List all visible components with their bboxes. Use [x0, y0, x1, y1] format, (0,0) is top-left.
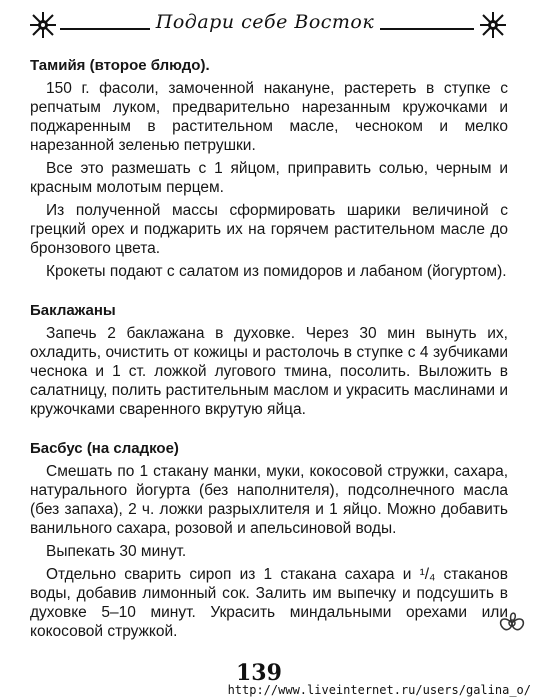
page-number: 139 [236, 660, 282, 686]
header-rule-right [380, 28, 474, 30]
recipe-paragraph: Выпекать 30 минут. [46, 543, 187, 560]
page-content [30, 56, 508, 641]
recipe-paragraph: Из полученной массы сформировать шарики величиной с грецкий орех и поджарить их на горячем растительном масле до бронзового цвета. [30, 202, 508, 257]
header-title: Подари себе Восток [155, 11, 375, 33]
page-header [0, 0, 535, 48]
recipe-paragraph: Смешать по 1 стакану манки, муки, кокосовой стружки, сахара, натурального йогурта (без наполнителя), подсолнечного масла (без запаха), 2 ч. ложки разрыхлителя и 1 яйцо. Можно добавить ванильного сахара, розовой и апельсиновой воды. [30, 463, 508, 537]
recipe-paragraph: Крокеты подают с салатом из помидоров и лабаном (йогуртом). [46, 263, 507, 280]
snowflake-ornament-icon [28, 10, 58, 40]
recipe-baklazhany [30, 301, 508, 419]
recipe-paragraph: Запечь 2 баклажана в духовке. Через 30 мин вынуть их, охладить, очистить от кожицы и растолочь в ступке с 4 зубчиками чеснока и 1 ст. ложкой лугового тмина, посолить. Выложить в салатницу, полить растительным маслом и украсить маслинами и кружочками сваренного вкрутую яйца. [30, 325, 508, 418]
website-url[interactable]: http://www.liveinternet.ru/users/galina_o/ [227, 683, 531, 697]
snowflake-ornament-icon [478, 10, 508, 40]
header-rule-left [60, 28, 150, 30]
flower-ornament-icon [493, 604, 531, 642]
recipe-title: Тамийя (второе блюдо). [30, 57, 210, 74]
recipe-paragraph: Все это размешать с 1 яйцом, приправить солью, черным и красным молотым перцем. [30, 160, 508, 196]
recipe-tamiya [30, 56, 508, 281]
recipe-title: Баклажаны [30, 302, 116, 319]
recipe-basbus [30, 439, 508, 641]
recipe-title: Басбус (на сладкое) [30, 440, 179, 457]
recipe-paragraph: 150 г. фасоли, замоченной накануне, растереть в ступке с репчатым луком, предварительно нарезанным кружочками и поджаренным в растительном масле, чесноком и мелко нарезанной зеленью петрушки. [30, 80, 508, 154]
recipe-paragraph: Отдельно сварить сироп из 1 стакана сахара и ¹/₄ стаканов воды, добавив лимонный сок. Залить им выпечку и подсушить в духовке 5–10 минут. Украсить миндальными орехами или кокосовой стружкой. [30, 566, 508, 640]
